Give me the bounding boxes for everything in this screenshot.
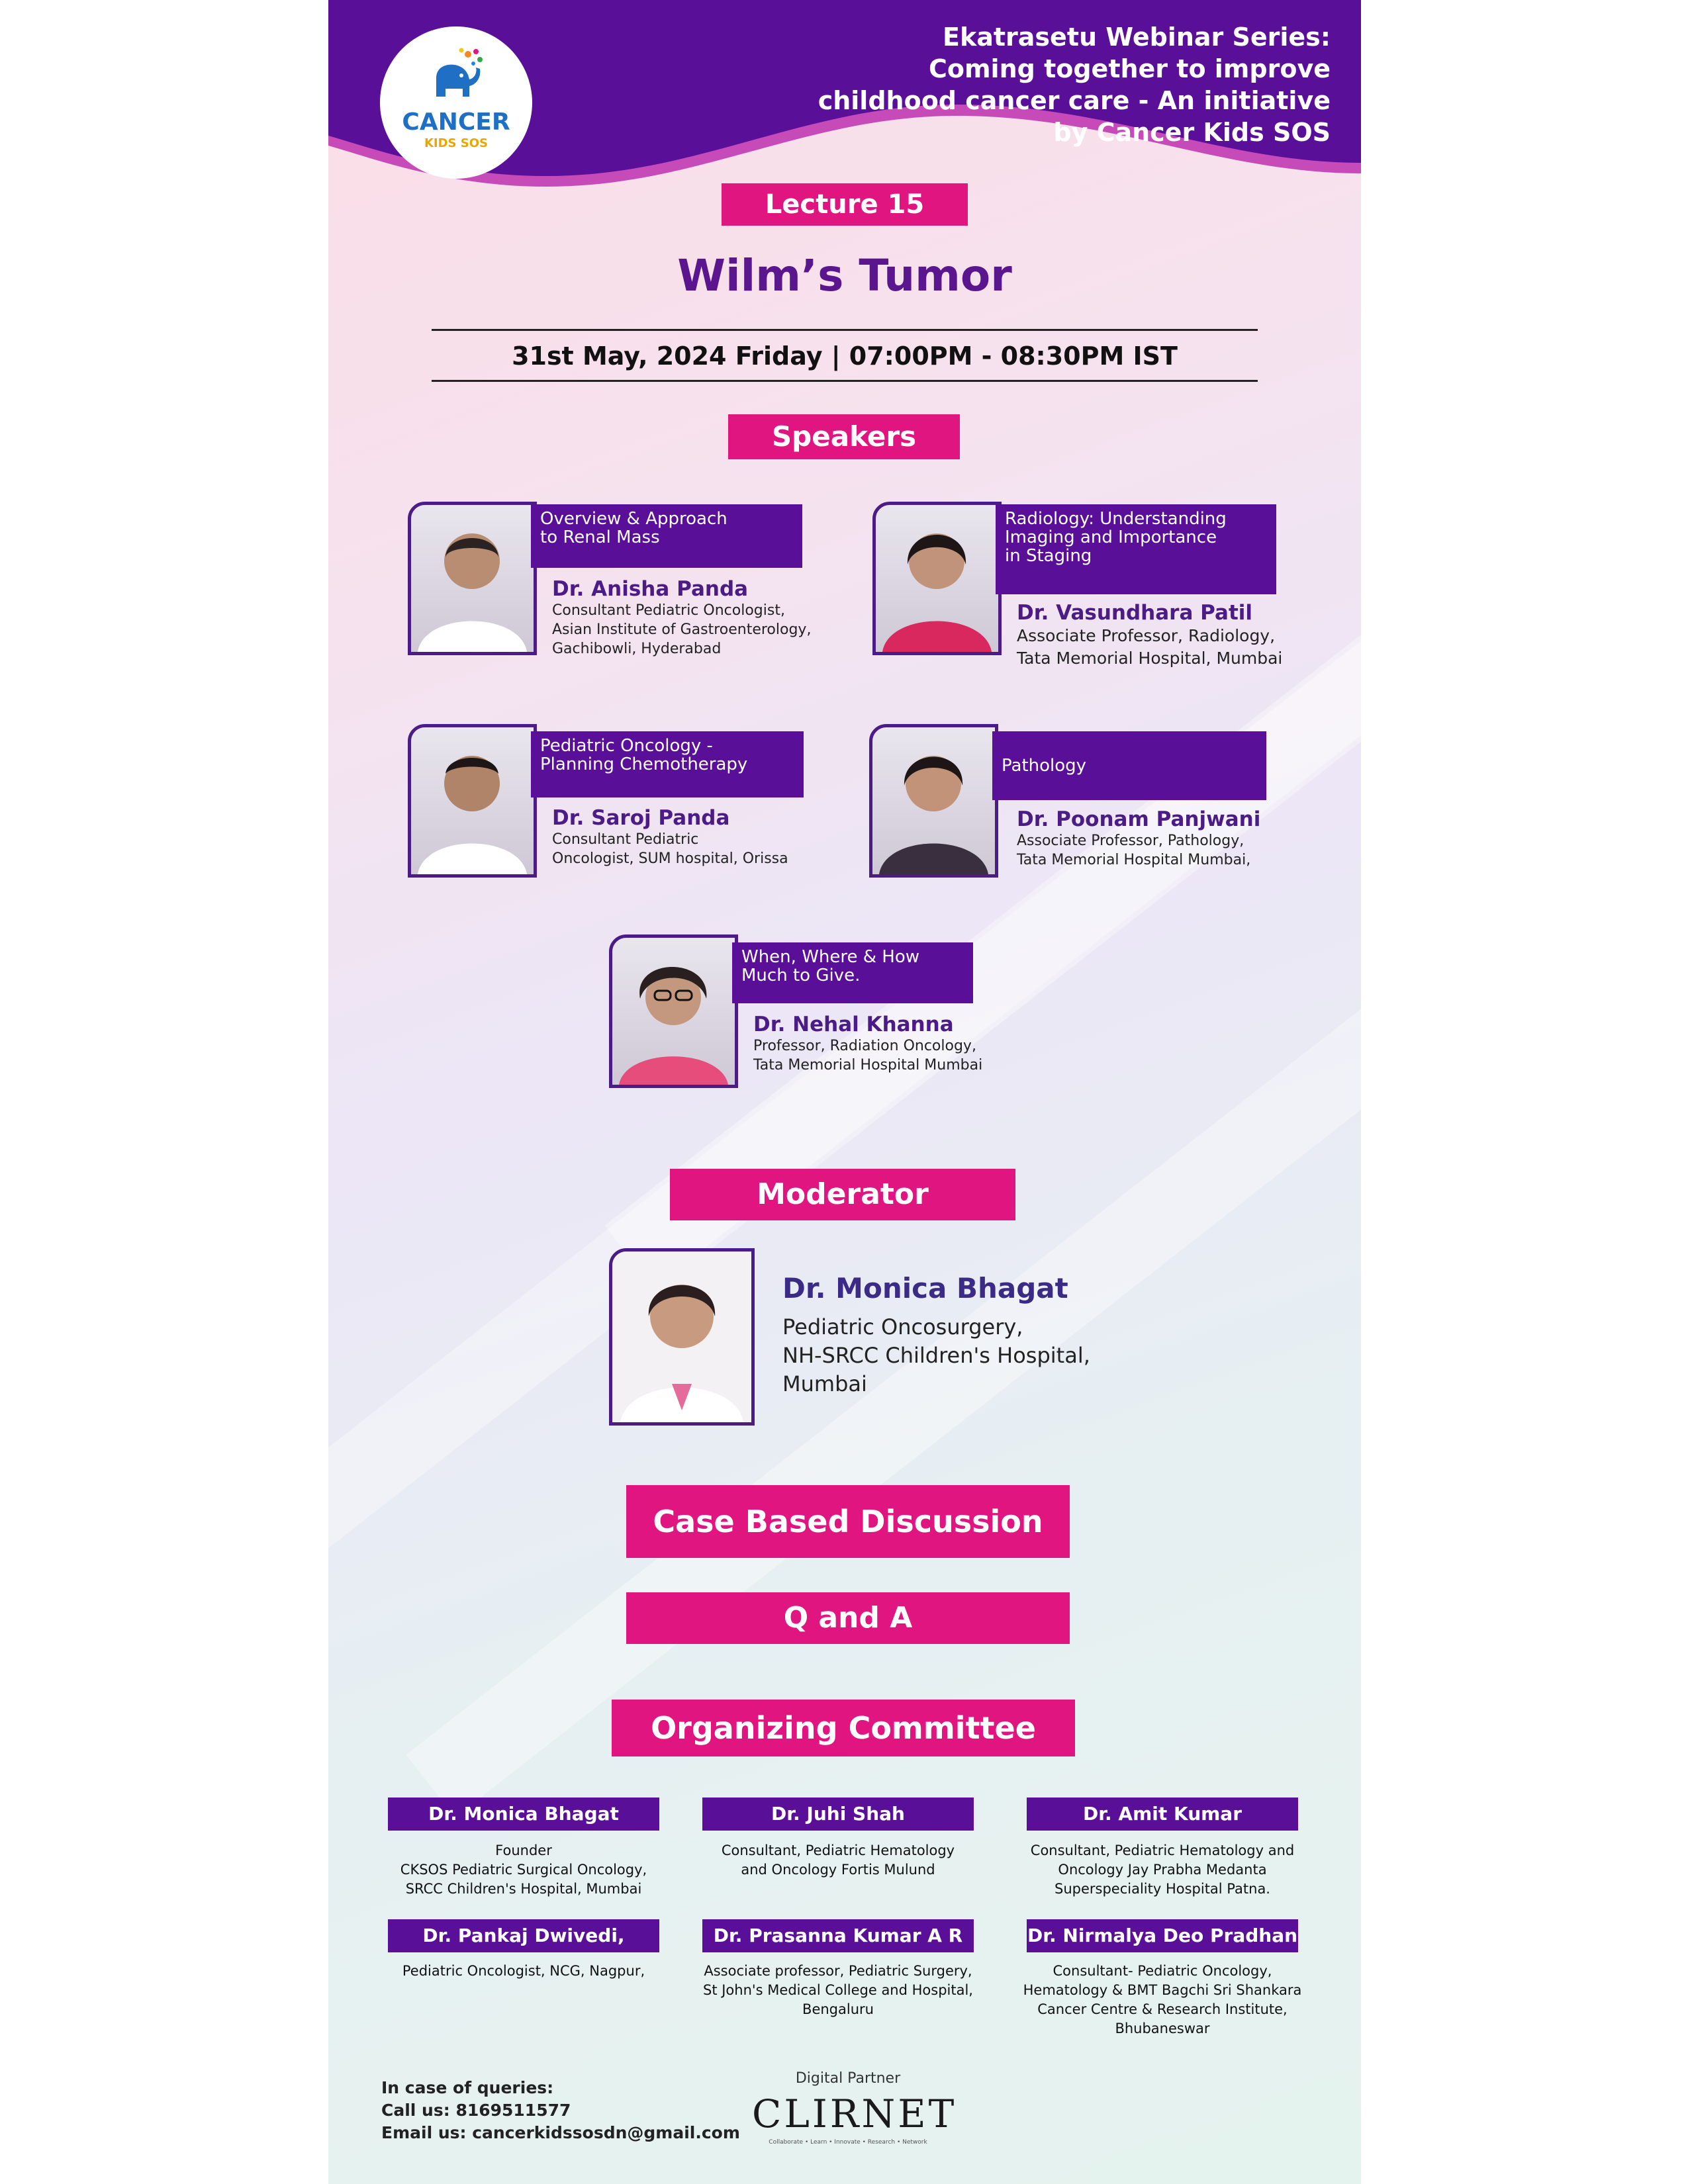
speaker-photo xyxy=(408,724,537,878)
lecture-badge: Lecture 15 xyxy=(722,183,968,226)
case-discussion-badge: Case Based Discussion xyxy=(626,1485,1070,1558)
phone-number[interactable]: Call us: 8169511577 xyxy=(381,2101,571,2120)
series-title-line: Coming together to improve xyxy=(928,54,1331,83)
speaker-topic: Radiology: Understanding Imaging and Importance in Staging xyxy=(996,504,1276,594)
committee-member-affiliation: Founder CKSOS Pediatric Surgical Oncology, SRCC Children's Hospital, Mumbai xyxy=(400,1843,647,1897)
elephant-icon xyxy=(423,45,489,106)
series-title-line: childhood cancer care - An initiative xyxy=(818,86,1331,115)
speaker-photo xyxy=(408,502,537,655)
committee-member-affiliation: Consultant- Pediatric Oncology, Hematology & BMT Bagchi Sri Shankara Cancer Centre & Research Institute, Bhubaneswar xyxy=(1023,1963,1302,2036)
contact-info xyxy=(381,2077,740,2144)
speaker-topic: Pathology xyxy=(992,731,1266,800)
speaker-topic: Overview & Approach to Renal Mass xyxy=(531,504,802,568)
series-title-line: by Cancer Kids SOS xyxy=(1053,118,1331,147)
speaker-topic: When, Where & How Much to Give. xyxy=(732,942,973,1003)
moderator-heading: Moderator xyxy=(670,1169,1015,1220)
speaker-name: Dr. Vasundhara Patil xyxy=(1017,601,1253,625)
divider-bottom xyxy=(432,380,1258,382)
person-silhouette-icon xyxy=(411,505,534,652)
committee-member-name: Dr. Monica Bhagat xyxy=(388,1797,659,1831)
moderator-affiliation: Pediatric Oncosurgery, NH-SRCC Children's Hospital, Mumbai xyxy=(782,1314,1090,1396)
digital-partner-label: Digital Partner xyxy=(795,2070,901,2087)
partner-tagline: Collaborate • Learn • Innovate • Research • Network xyxy=(769,2139,927,2146)
series-title-line: Ekatrasetu Webinar Series: xyxy=(943,23,1331,52)
organizing-committee-heading: Organizing Committee xyxy=(612,1700,1075,1756)
speaker-affiliation: Professor, Radiation Oncology, Tata Memorial Hospital Mumbai xyxy=(753,1038,983,1073)
committee-member-name: Dr. Juhi Shah xyxy=(702,1797,974,1831)
speaker-photo xyxy=(872,502,1002,655)
committee-member-affiliation: Consultant, Pediatric Hematology and Oncology Fortis Mulund xyxy=(721,1843,955,1878)
person-silhouette-icon xyxy=(612,1251,751,1422)
email-address[interactable]: Email us: cancerkidssosdn@gmail.com xyxy=(381,2123,740,2142)
logo-text-sub: KIDS SOS xyxy=(424,136,489,150)
speaker-affiliation: Associate Professor, Pathology, Tata Memorial Hospital Mumbai, xyxy=(1017,833,1251,868)
committee-member-affiliation: Consultant, Pediatric Hematology and Oncology Jay Prabha Medanta Superspeciality Hospital Patna. xyxy=(1030,1843,1295,1897)
qa-badge: Q and A xyxy=(626,1592,1070,1644)
moderator-name: Dr. Monica Bhagat xyxy=(782,1272,1068,1304)
moderator-photo xyxy=(609,1248,755,1426)
cancer-kids-sos-logo xyxy=(380,26,532,179)
speaker-topic: Pediatric Oncology - Planning Chemotherapy xyxy=(531,731,804,797)
speaker-name: Dr. Nehal Khanna xyxy=(753,1013,954,1036)
committee-member-name: Dr. Prasanna Kumar A R xyxy=(702,1919,974,1952)
divider-top xyxy=(432,329,1258,331)
speaker-name: Dr. Anisha Panda xyxy=(552,577,749,601)
speaker-name: Dr. Saroj Panda xyxy=(552,806,730,830)
speakers-heading: Speakers xyxy=(728,414,960,459)
person-silhouette-icon xyxy=(872,727,995,874)
speaker-affiliation: Consultant Pediatric Oncologist, Asian Institute of Gastroenterology, Gachibowli, Hyderabad xyxy=(552,602,812,657)
speaker-photo xyxy=(609,934,738,1088)
logo-text-main: CANCER xyxy=(402,109,510,136)
speaker-name: Dr. Poonam Panjwani xyxy=(1017,807,1261,831)
date-time: 31st May, 2024 Friday | 07:00PM - 08:30PM IST xyxy=(512,341,1178,371)
speaker-affiliation: Consultant Pediatric Oncologist, SUM hospital, Orissa xyxy=(552,831,788,867)
series-title xyxy=(735,21,1331,148)
speaker-photo xyxy=(869,724,998,878)
committee-member-name: Dr. Nirmalya Deo Pradhan xyxy=(1027,1919,1298,1952)
committee-member-name: Dr. Pankaj Dwivedi, xyxy=(388,1919,659,1952)
queries-label: In case of queries: xyxy=(381,2078,554,2097)
person-silhouette-icon xyxy=(612,938,735,1085)
lecture-title: Wilm’s Tumor xyxy=(677,250,1012,301)
committee-member-affiliation: Associate professor, Pediatric Surgery, St John's Medical College and Hospital, Bengaluru xyxy=(703,1963,973,2017)
person-silhouette-icon xyxy=(411,727,534,874)
committee-member-affiliation: Pediatric Oncologist, NCG, Nagpur, xyxy=(402,1963,645,1979)
committee-member-name: Dr. Amit Kumar xyxy=(1027,1797,1298,1831)
speaker-affiliation: Associate Professor, Radiology, Tata Memorial Hospital, Mumbai xyxy=(1017,626,1283,668)
webinar-poster xyxy=(328,0,1361,2184)
clirnet-logo: CLIRNET xyxy=(752,2091,957,2136)
person-silhouette-icon xyxy=(876,505,998,652)
